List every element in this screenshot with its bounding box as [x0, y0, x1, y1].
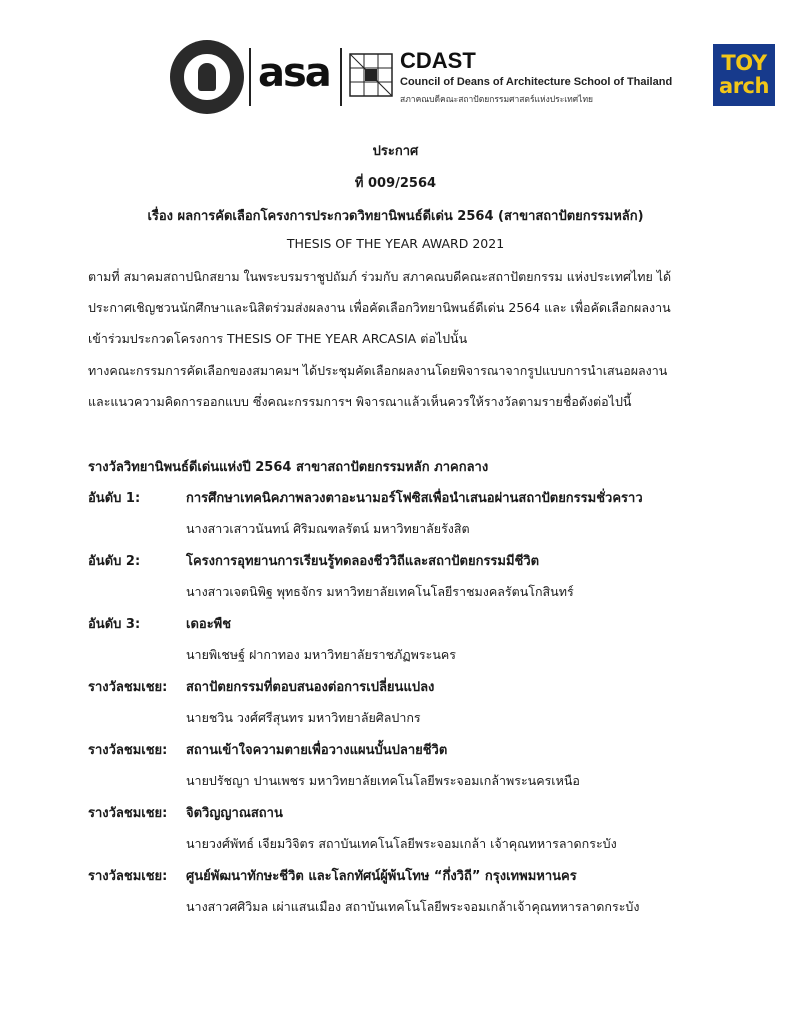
- award-project-title: สถานเข้าใจความตายเพื่อวางแผนบั้นปลายชีวิต: [186, 743, 448, 758]
- header-logos: [0, 40, 791, 120]
- award-label: อันดับ 1:: [88, 491, 141, 506]
- intro-line: ทางคณะกรรมการคัดเลือกของสมาคมฯ ได้ประชุมคัดเลือกผลงานโดยพิจารณาจากรูปแบบการนำเสนอผลงาน: [88, 363, 668, 378]
- award-winner: นายวงศ์พัทธ์ เจียมวิจิตร สถาบันเทคโนโลยีพระจอมเกล้า เจ้าคุณทหารลาดกระบัง: [186, 836, 617, 851]
- award-label: รางวัลชมเชย:: [88, 806, 168, 821]
- award-winner: นายชวิน วงศ์ศรีสุนทร มหาวิทยาลัยศิลปากร: [186, 710, 421, 725]
- intro-line: ประกาศเชิญชวนนักศึกษาและนิสิตร่วมส่งผลงาน เพื่อคัดเลือกวิทยานิพนธ์ดีเด่น 2564 และ เพื่อคัดเลือกผลงาน: [88, 300, 671, 315]
- award-project-title: การศึกษาเทคนิคภาพลวงตาอะนามอร์โฟซิสเพื่อนำเสนอผ่านสถาปัตยกรรมชั่วคราว: [186, 491, 643, 506]
- cdast-grid-icon: [349, 53, 393, 97]
- logo-divider: [340, 48, 342, 106]
- award-label: รางวัลชมเชย:: [88, 869, 168, 884]
- section-title: รางวัลวิทยานิพนธ์ดีเด่นแห่งปี 2564 สาขาสถาปัตยกรรมหลัก ภาคกลาง: [88, 460, 489, 475]
- award-winner: นางสาวศศิวิมล เผ่าแสนเมือง สถาบันเทคโนโลยีพระจอมเกล้าเจ้าคุณทหารลาดกระบัง: [186, 899, 640, 914]
- award-label: อันดับ 2:: [88, 554, 141, 569]
- toy-logo-line2: arch: [719, 74, 769, 98]
- intro-line: และแนวความคิดการออกแบบ ซึ่งคณะกรรมการฯ พิจารณาแล้วเห็นควรให้รางวัลตามรายชื่อดังต่อไปนี้: [88, 394, 632, 409]
- cdast-title: CDAST: [400, 48, 476, 73]
- award-project-title: สถาปัตยกรรมที่ตอบสนองต่อการเปลี่ยนแปลง: [186, 680, 435, 695]
- award-project-title: เดอะพืช: [186, 617, 232, 632]
- toy-arch-logo: [713, 44, 775, 106]
- award-winner: นายพิเชษฐ์ ฝากาทอง มหาวิทยาลัยราชภัฏพระนคร: [186, 647, 456, 662]
- logo-divider: [249, 48, 251, 106]
- award-label: อันดับ 3:: [88, 617, 141, 632]
- award-winner: นางสาวเจตนิพิฐ พุทธจักร มหาวิทยาลัยเทคโนโลยีราชมงคลรัตนโกสินทร์: [186, 584, 574, 599]
- announcement-heading: ประกาศ: [372, 144, 419, 159]
- cdast-thai-subtitle: สภาคณบดีคณะสถาปัตยกรรมศาสตร์แห่งประเทศไทย: [400, 95, 594, 105]
- award-project-title: ศูนย์พัฒนาทักษะชีวิต และโลกทัศน์ผู้พ้นโทษ “กึ่งวิถี” กรุงเทพมหานคร: [186, 869, 577, 884]
- award-label: รางวัลชมเชย:: [88, 743, 168, 758]
- announcement-subject: เรื่อง ผลการคัดเลือกโครงการประกวดวิทยานิพนธ์ดีเด่น 2564 (สาขาสถาปัตยกรรมหลัก): [147, 209, 644, 224]
- award-title: THESIS OF THE YEAR AWARD 2021: [286, 236, 505, 251]
- award-winner: นางสาวเสาวนันทน์ ศิริมณฑลรัตน์ มหาวิทยาลัยรังสิต: [186, 521, 470, 536]
- award-label: รางวัลชมเชย:: [88, 680, 168, 695]
- cdast-subtitle: Council of Deans of Architecture School of Thailand: [400, 76, 673, 88]
- award-project-title: จิตวิญญาณสถาน: [186, 806, 283, 821]
- asa-logo: asa: [258, 50, 330, 96]
- award-winner: นายปรัชญา ปานเพชร มหาวิทยาลัยเทคโนโลยีพระจอมเกล้าพระนครเหนือ: [186, 773, 580, 788]
- award-project-title: โครงการอุทยานการเรียนรู้ทดลองชีววิถีและสถาปัตยกรรมมีชีวิต: [186, 554, 540, 569]
- intro-line: ตามที่ สมาคมสถาปนิกสยาม ในพระบรมราชูปถัมภ์ ร่วมกับ สภาคณบดีคณะสถาปัตยกรรม แห่งประเทศไทย ได้: [88, 269, 672, 284]
- toy-logo-line1: TOY: [721, 51, 767, 75]
- university-seal-logo: [170, 40, 244, 114]
- intro-line: เข้าร่วมประกวดโครงการ THESIS OF THE YEAR ARCASIA ต่อไปนั้น: [88, 331, 468, 346]
- announcement-number: ที่ 009/2564: [354, 176, 437, 191]
